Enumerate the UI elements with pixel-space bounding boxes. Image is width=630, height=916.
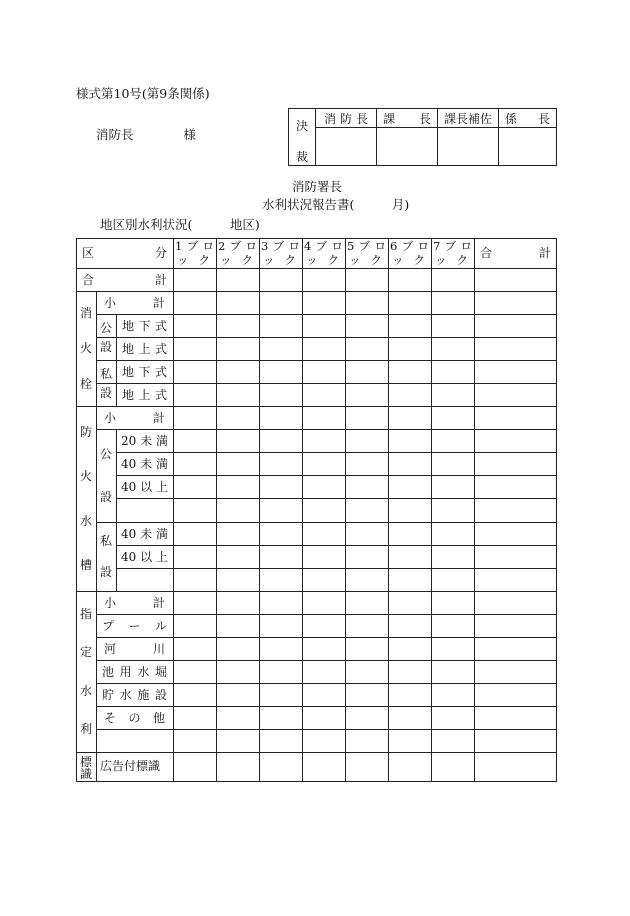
- approval-section-chief-header: 課 長: [377, 109, 438, 128]
- grid-line: [173, 314, 557, 315]
- approval-box: [288, 108, 557, 166]
- column-header-block-2-cont: ッ ク: [220, 253, 253, 267]
- grid-line: [173, 660, 557, 661]
- column-header-block-1: 1 ブ ロ: [175, 239, 214, 253]
- row-tank-public-over40: 40 以 上: [121, 479, 168, 494]
- grid-line: [116, 314, 117, 407]
- row-tank-public-under40: 40 未 満: [121, 456, 168, 471]
- grid-line: [173, 360, 557, 361]
- grid-line: [302, 238, 303, 782]
- grid-line: [116, 429, 117, 592]
- grid-line: [96, 314, 173, 315]
- column-header-block-5-cont: ッ ク: [349, 253, 382, 267]
- grid-line: [116, 475, 173, 476]
- row-designated-storage: 貯 水 施 設: [102, 687, 167, 702]
- grid-line: [96, 660, 173, 661]
- grid-line: [173, 545, 557, 546]
- approval-subsection-header: 係 長: [499, 109, 557, 128]
- approval-stamp-cell: [499, 128, 557, 166]
- group-hydrant: 消 火 栓: [79, 305, 92, 392]
- row-hydrant-public-underground: 地 下 式: [122, 318, 167, 333]
- row-tank-public-under20: 20 未 満: [121, 433, 168, 448]
- grid-line: [96, 729, 173, 730]
- grid-line: [173, 475, 557, 476]
- column-header-block-6-cont: ッ ク: [392, 253, 425, 267]
- grid-line: [173, 637, 557, 638]
- column-header-category: 区 分: [82, 246, 167, 260]
- group-sign: 標 識: [79, 755, 92, 781]
- grid-line: [76, 406, 173, 407]
- column-header-block-5: 5 ブ ロ: [347, 239, 386, 253]
- column-header-block-3-cont: ッ ク: [263, 253, 296, 267]
- grid-line: [173, 268, 557, 269]
- row-grand-total: 合 計: [82, 272, 167, 287]
- subgroup-tank-private: 私 設: [99, 534, 112, 579]
- grid-line: [96, 522, 173, 523]
- grid-line: [116, 568, 173, 569]
- grid-line: [76, 291, 173, 292]
- grid-line: [173, 706, 557, 707]
- grid-line: [96, 429, 173, 430]
- approval-label: 決 裁: [289, 109, 316, 166]
- grid-line: [173, 729, 557, 730]
- grid-line: [116, 452, 173, 453]
- grid-line: [96, 637, 173, 638]
- column-header-block-7-cont: ッ ク: [435, 253, 468, 267]
- grid-line: [173, 238, 174, 782]
- column-header-block-4: 4 ブ ロ: [304, 239, 343, 253]
- grid-line: [76, 268, 173, 269]
- form-number: 様式第10号(第9条関係): [76, 86, 210, 101]
- row-hydrant-private-underground: 地 下 式: [122, 364, 167, 379]
- grid-line: [116, 545, 173, 546]
- approval-stamp-cell: [438, 128, 499, 166]
- column-header-block-6: 6 ブ ロ: [390, 239, 429, 253]
- addressee: 消防長 様: [96, 127, 197, 142]
- group-designated: 指 定 水 利: [79, 607, 92, 736]
- row-ad-sign: 広告付標識: [100, 759, 161, 773]
- grid-line: [173, 452, 557, 453]
- grid-line: [216, 238, 217, 782]
- grid-line: [474, 238, 475, 782]
- district-line: 地区別水利状況( 地区): [100, 217, 260, 232]
- grid-line: [173, 683, 557, 684]
- row-hydrant-public-aboveground: 地 上 式: [122, 341, 167, 356]
- grid-line: [173, 498, 557, 499]
- column-header-block-4-cont: ッ ク: [306, 253, 339, 267]
- row-designated-river: 河 川: [104, 641, 165, 656]
- row-tank-private-over40: 40 以 上: [121, 549, 168, 564]
- grid-line: [173, 591, 557, 592]
- report-title: 水利状況報告書( 月): [262, 197, 410, 212]
- row-hydrant-subtotal: 小 計: [104, 295, 165, 310]
- grid-line: [431, 238, 432, 782]
- row-designated-other: そ の 他: [104, 710, 165, 725]
- subgroup-tank-public: 公 設: [99, 447, 112, 504]
- water-supply-table: [76, 238, 557, 781]
- grid-line: [96, 291, 97, 782]
- table-border-left: [76, 238, 77, 782]
- grid-line: [76, 752, 173, 753]
- column-header-block-2: 2 ブ ロ: [218, 239, 257, 253]
- subgroup-hydrant-public: 公 設: [99, 320, 112, 354]
- grid-line: [345, 238, 346, 782]
- grid-line: [76, 591, 173, 592]
- column-header-total: 合 計: [480, 246, 551, 260]
- row-designated-pool: プ ー ル: [102, 618, 167, 633]
- grid-line: [173, 429, 557, 430]
- subgroup-hydrant-private: 私 設: [99, 366, 112, 400]
- approval-stamp-cell: [316, 128, 377, 166]
- grid-line: [173, 383, 557, 384]
- group-fire-tank: 防 火 水 槽: [79, 425, 92, 572]
- sender: 消防署長: [292, 179, 343, 194]
- grid-line: [259, 238, 260, 782]
- grid-line: [96, 360, 173, 361]
- row-hydrant-private-aboveground: 地 上 式: [122, 387, 167, 402]
- table-border-bottom: [76, 781, 557, 782]
- approval-deputy-header: 課長補佐: [438, 109, 499, 128]
- column-header-block-1-cont: ッ ク: [177, 253, 210, 267]
- row-designated-subtotal: 小 計: [104, 595, 165, 610]
- approval-chief-header: 消 防 長: [316, 109, 377, 128]
- grid-line: [173, 614, 557, 615]
- row-designated-pond: 池 用 水 堀: [102, 664, 167, 679]
- grid-line: [173, 406, 557, 407]
- grid-line: [96, 706, 173, 707]
- approval-stamp-cell: [377, 128, 438, 166]
- table-border-right: [556, 238, 557, 782]
- row-tank-subtotal: 小 計: [104, 410, 165, 425]
- grid-line: [173, 752, 557, 753]
- grid-line: [173, 568, 557, 569]
- row-tank-private-under40: 40 未 満: [121, 526, 168, 541]
- grid-line: [96, 683, 173, 684]
- grid-line: [173, 522, 557, 523]
- grid-line: [116, 498, 173, 499]
- column-header-block-3: 3 ブ ロ: [261, 239, 300, 253]
- grid-line: [173, 337, 557, 338]
- column-header-block-7: 7 ブ ロ: [433, 239, 472, 253]
- grid-line: [388, 238, 389, 782]
- grid-line: [173, 291, 557, 292]
- grid-line: [96, 614, 173, 615]
